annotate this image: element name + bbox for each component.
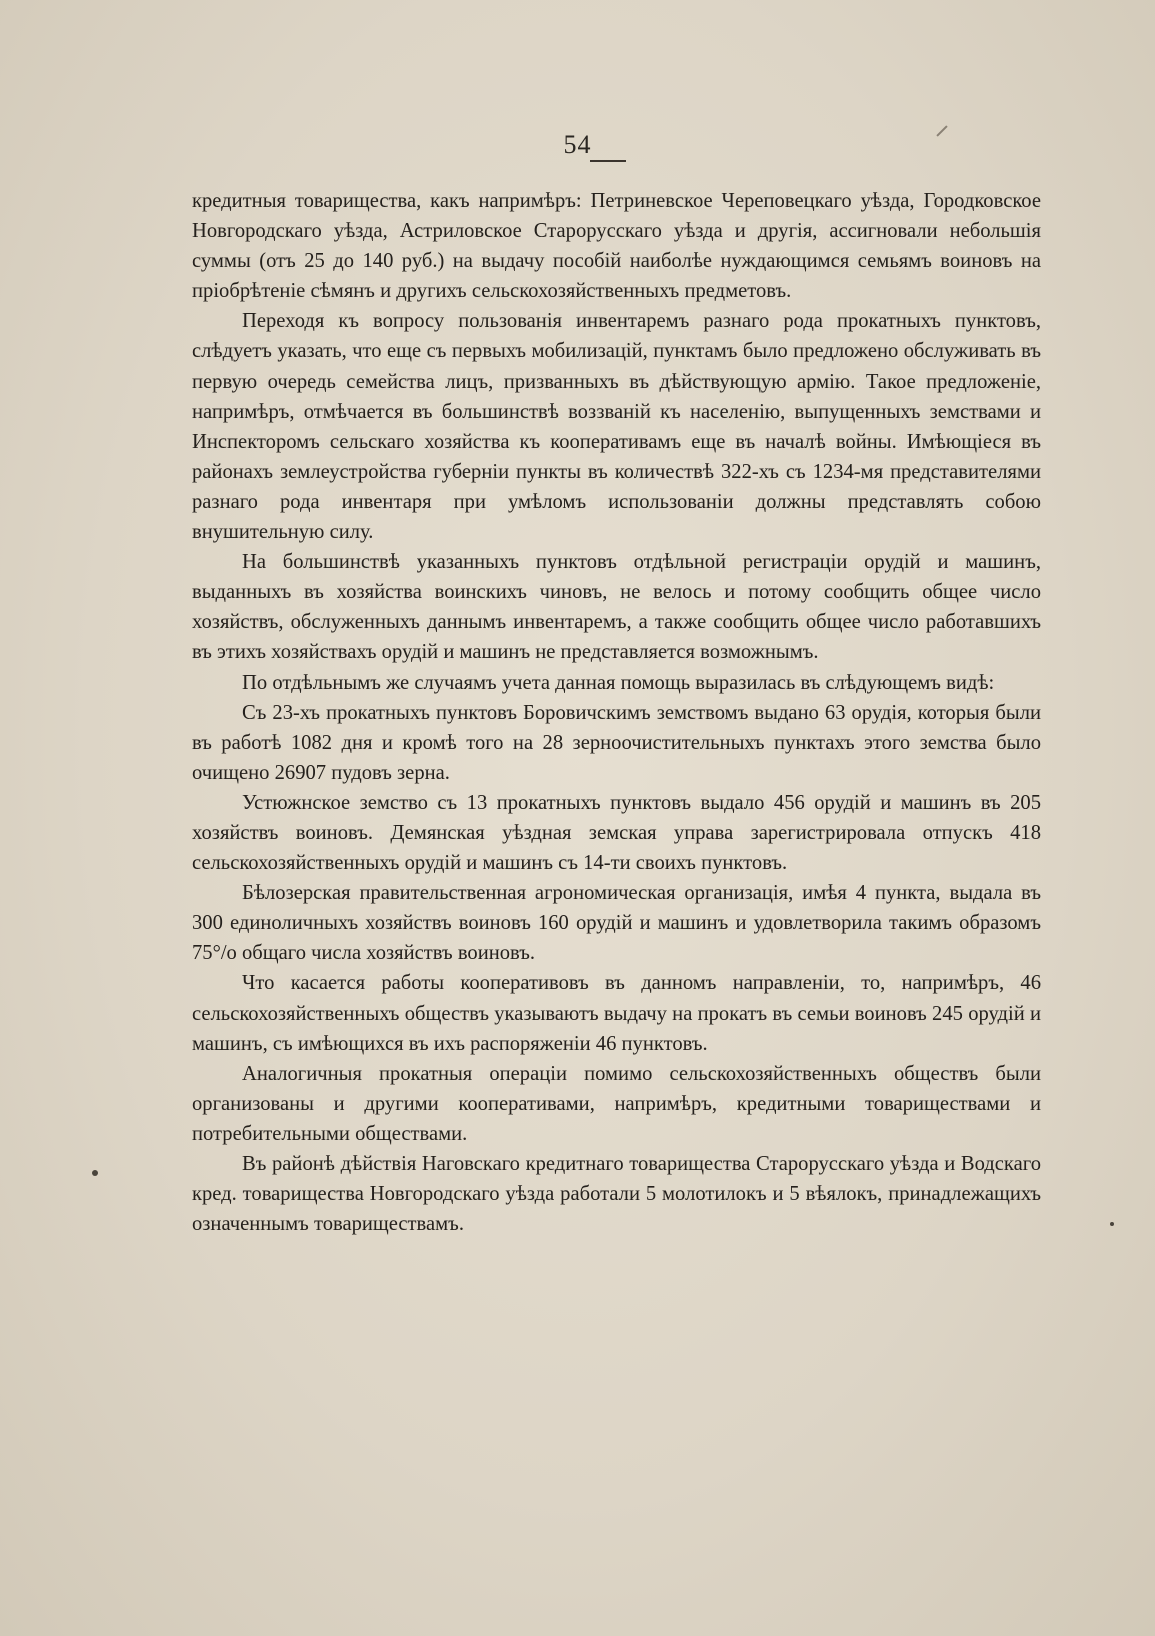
margin-ink-dot <box>92 1170 98 1176</box>
paragraph: Устюжнское земство съ 13 прокатныхъ пунктовъ выдало 456 орудій и машинъ въ 205 хозяйствъ воиновъ. Демянская уѣздная земская управа зарегистрировала отпускъ 418 сельскохозяйственныхъ орудій и машинъ съ 14-ти своихъ пунктовъ. <box>192 791 1041 875</box>
paragraph-continuation: кредитныя товарищества, какъ напримѣръ: Петриневское Череповецкаго уѣзда, Городковское Новгородскаго уѣзда, Астриловское Старорусскаго уѣзда и другія, ассигновали небольшія суммы (отъ 25 до 140 руб.) на выдачу пособій наиболѣе нуждающимся семьямъ воиновъ на пріобрѣтеніе сѣмянъ и другихъ сельскохозяйственныхъ предметовъ. <box>192 190 1041 303</box>
paragraph: Переходя къ вопросу пользованія инвентаремъ разнаго рода прокатныхъ пунктовъ, слѣдуетъ указать, что еще съ первыхъ мобилизацій, пунктамъ было предложено обслуживать въ первую очередь семейства лицъ, призванныхъ въ дѣйствующую армію. Такое предложеніе, напримѣръ, отмѣчается въ большинствѣ воззваній къ населенію, выпущенныхъ земствами и Инспекторомъ сельскаго хозяйства къ кооперативамъ еще въ началѣ войны. Имѣющіеся въ районахъ землеустройства губерніи пункты въ количествѣ 322-хъ съ 1234-мя представителями разнаго рода инвентаря при умѣломъ использованіи должны представлять собою внушительную силу. <box>192 310 1041 544</box>
body-text <box>192 186 1041 1239</box>
paragraph: По отдѣльнымъ же случаямъ учета данная помощь выразилась въ слѣдующемъ видѣ: <box>242 671 995 694</box>
paragraph: Бѣлозерская правительственная агрономическая организація, имѣя 4 пункта, выдала въ 300 единоличныхъ хозяйствъ воиновъ 160 орудій и машинъ и удовлетворила такимъ образомъ 75°/о общаго числа хозяйствъ воиновъ. <box>192 882 1041 965</box>
paragraph: Аналогичныя прокатныя операціи помимо сельскохозяйственныхъ обществъ были организованы и другими кооперативами, напримѣръ, кредитными товариществами и потребительными обществами. <box>192 1062 1041 1145</box>
page-number: 54 <box>563 130 592 159</box>
paragraph: Въ районѣ дѣйствія Наговскаго кредитнаго товарищества Старорусскаго уѣзда и Водскаго кред. товарищества Новгородскаго уѣзда работали 5 молотилокъ и 5 вѣялокъ, принадлежащихъ означеннымъ товариществамъ. <box>192 1153 1041 1236</box>
margin-ink-dot <box>1110 1222 1114 1226</box>
paragraph: На большинствѣ указанныхъ пунктовъ отдѣльной регистраціи орудій и машинъ, выданныхъ въ хозяйства воинскихъ чиновъ, не велось и потому сообщить общее число хозяйствъ, обслуженныхъ даннымъ инвентаремъ, а также сообщить общее число работавшихъ въ этихъ хозяйствахъ орудій и машинъ не представляется возможнымъ. <box>192 551 1041 664</box>
paragraph: Что касается работы кооперативовъ въ данномъ направленіи, то, напримѣръ, 46 сельскохозяйственныхъ обществъ указываютъ выдачу на прокатъ въ семьи воиновъ 245 орудій и машинъ, съ имѣющихся въ ихъ распоряженіи 46 пунктовъ. <box>192 972 1041 1055</box>
page-number-underline <box>590 160 626 162</box>
paragraph: Съ 23-хъ прокатныхъ пунктовъ Боровичскимъ земствомъ выдано 63 орудія, которыя были въ работѣ 1082 дня и кромѣ того на 28 зерноочистительныхъ пунктахъ этого земства было очищено 26907 пудовъ зерна. <box>192 701 1041 784</box>
